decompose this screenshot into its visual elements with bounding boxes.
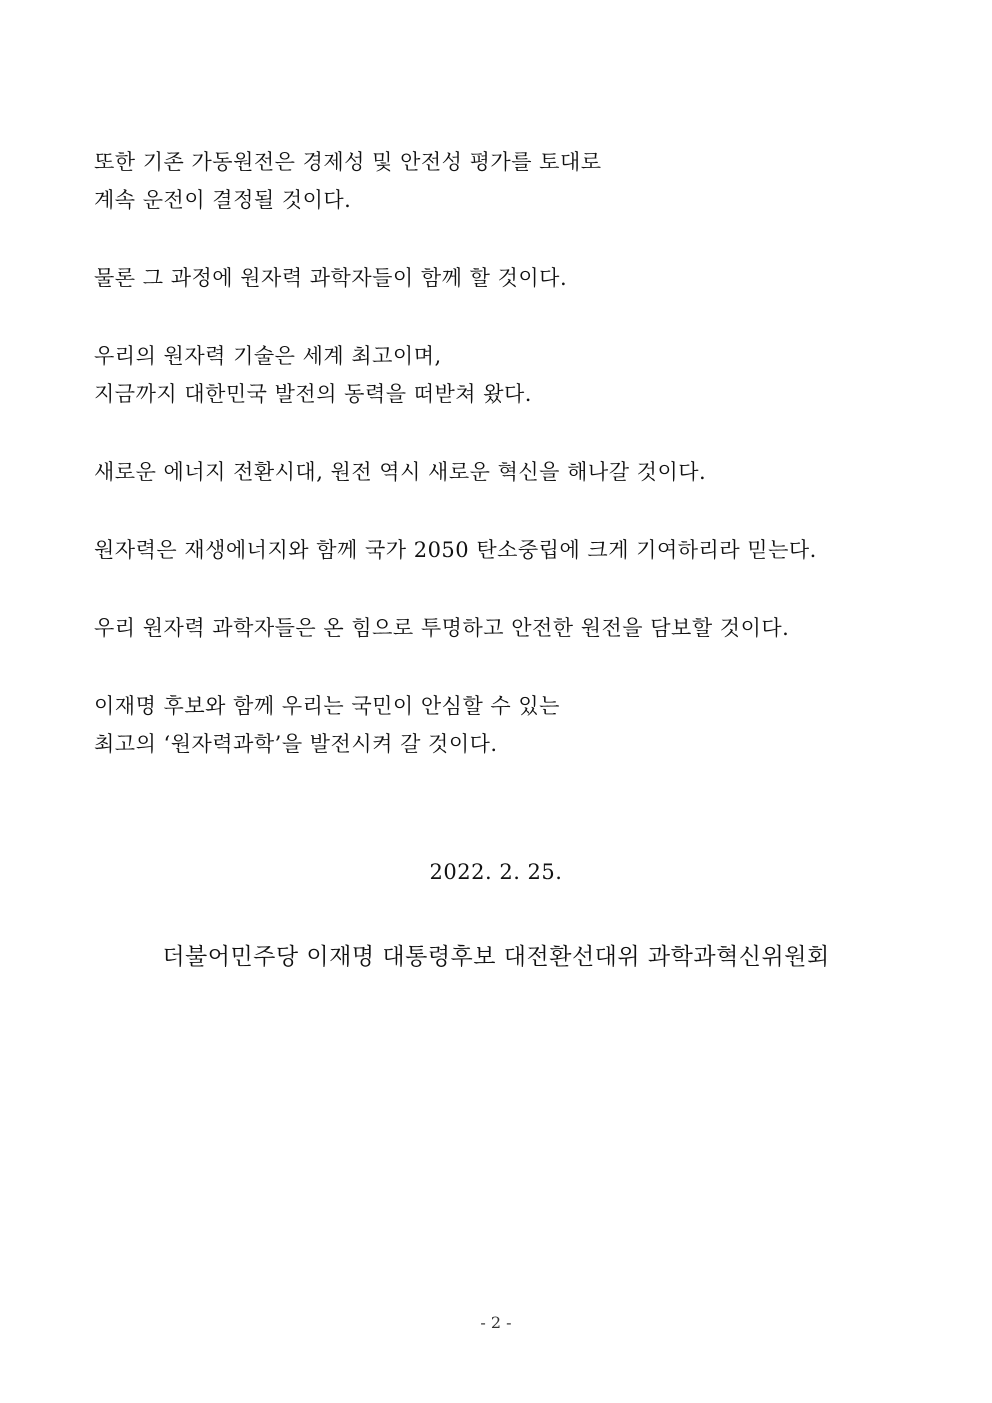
paragraph	[94, 531, 934, 569]
paragraph-line: 또한 기존 가동원전은 경제성 및 안전성 평가를 토대로	[94, 150, 602, 174]
paragraph-line: 최고의 ‘원자력과학’을 발전시켜 갈 것이다.	[94, 732, 498, 756]
paragraph-line: 이재명 후보와 함께 우리는 국민이 안심할 수 있는	[94, 694, 560, 718]
paragraph	[94, 337, 934, 413]
paragraph	[94, 259, 934, 297]
page-number: - 2 -	[480, 1313, 512, 1332]
paragraph	[94, 609, 934, 647]
paragraph-line: 계속 운전이 결정될 것이다.	[94, 188, 352, 212]
paragraph-line: 새로운 에너지 전환시대, 원전 역시 새로운 혁신을 해나갈 것이다.	[94, 460, 707, 484]
paragraph-line: 원자력은 재생에너지와 함께 국가 2050 탄소중립에 크게 기여하리라 믿는다.	[94, 538, 817, 562]
document-body	[94, 143, 934, 803]
paragraph	[94, 143, 934, 219]
paragraph-line: 우리의 원자력 기술은 세계 최고이며,	[94, 344, 442, 368]
paragraph	[94, 687, 934, 763]
document-signature: 더불어민주당 이재명 대통령후보 대전환선대위 과학과혁신위원회	[162, 944, 830, 970]
document-date: 2022. 2. 25.	[429, 860, 563, 884]
paragraph-line: 물론 그 과정에 원자력 과학자들이 함께 할 것이다.	[94, 266, 568, 290]
paragraph-line: 우리 원자력 과학자들은 온 힘으로 투명하고 안전한 원전을 담보할 것이다.	[94, 616, 790, 640]
paragraph	[94, 453, 934, 491]
paragraph-line: 지금까지 대한민국 발전의 동력을 떠받쳐 왔다.	[94, 382, 532, 406]
